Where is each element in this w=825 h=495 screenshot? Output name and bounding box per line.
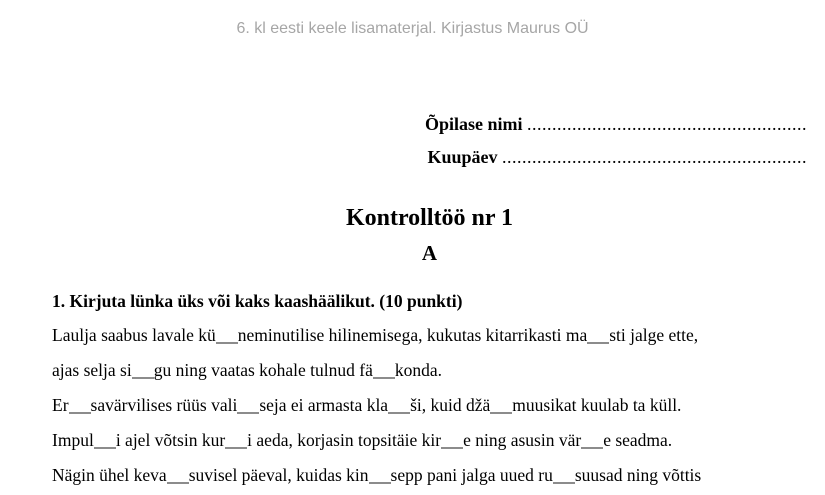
exercise-line: Er savärvilises rüüs vali seja ei armasta kla ši, kuid džä muusikat kuulab ta küll.: [52, 395, 682, 415]
fill-in-blank: [237, 412, 259, 414]
fill-in-blank: [69, 412, 91, 414]
exercise-heading: 1. Kirjuta lünka üks või kaks kaashäälikut. (10 punkti): [52, 291, 463, 311]
fill-in-blank: [94, 447, 116, 449]
fill-in-blank: [216, 342, 238, 344]
page-content: [52, 0, 807, 495]
fill-in-blank: [225, 447, 247, 449]
fill-in-blank: [581, 447, 603, 449]
exercise-line: ajas selja si gu ning vaatas kohale tulnud fä konda.: [52, 360, 443, 380]
student-name-line: [425, 108, 807, 141]
fill-in-blank: [553, 482, 575, 484]
fill-in-blank: [369, 482, 391, 484]
name-date-block: [425, 108, 807, 174]
fill-in-blank: [132, 377, 154, 379]
exercise-body: [52, 318, 807, 493]
fill-in-blank: [388, 412, 410, 414]
exercise-line: Nägin ühel keva suvisel päeval, kuidas kin sepp pani jalga uued ru suusad ning võttis: [52, 465, 702, 485]
fill-in-blank: [373, 377, 395, 379]
variant-letter: A: [421, 241, 438, 265]
fill-in-blank: [490, 412, 512, 414]
date-line: [425, 141, 807, 174]
fill-in-blank: [587, 342, 609, 344]
exercise-line: Laulja saabus lavale kü neminutilise hilinemisega, kukutas kitarrikasti ma sti jalge ette,: [52, 325, 699, 345]
worksheet-title: Kontrolltöö nr 1: [345, 205, 514, 231]
student-name-dotted-line: ........................................................: [527, 114, 807, 134]
page-header: 6. kl eesti keele lisamaterjal. Kirjastus Maurus OÜ: [236, 20, 589, 37]
student-name-label: Õpilase nimi: [424, 114, 523, 134]
date-label: Kuupäev: [427, 147, 498, 167]
date-dotted-line: .............................................................: [502, 147, 807, 167]
fill-in-blank: [167, 482, 189, 484]
exercise-line: Impul i ajel võtsin kur i aeda, korjasin topsitäie kir e ning asusin vär e seadma.: [52, 430, 673, 450]
fill-in-blank: [441, 447, 463, 449]
